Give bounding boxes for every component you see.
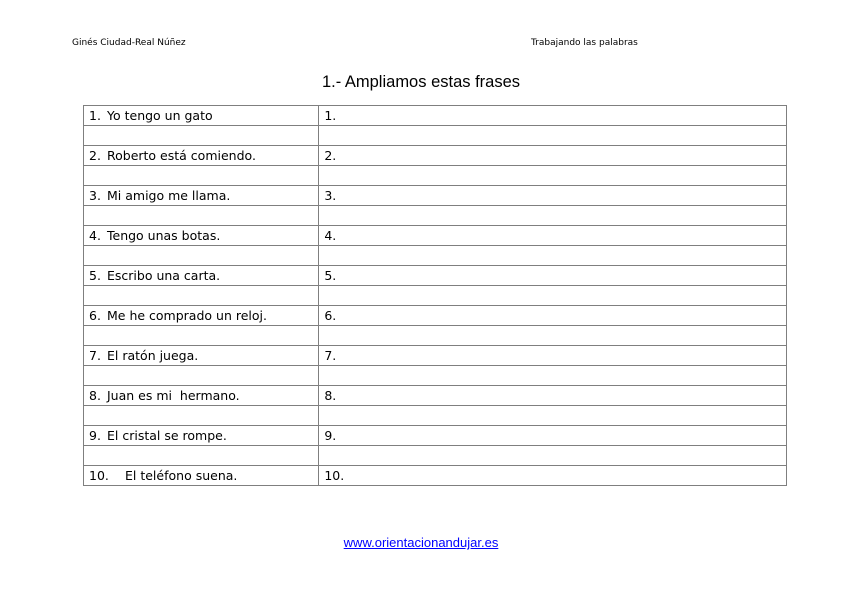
sentence-text: El teléfono suena. <box>125 468 238 483</box>
blank-answer-cell[interactable] <box>319 366 787 386</box>
blank-row <box>84 406 787 426</box>
author-name: Ginés Ciudad-Real Núñez <box>72 38 186 48</box>
sentence-cell <box>84 266 319 286</box>
table-row <box>84 466 787 486</box>
page-title: 1.- Ampliamos estas frases <box>321 73 521 91</box>
blank-cell <box>84 366 319 386</box>
sentence-number: 4. <box>89 228 101 243</box>
blank-row <box>84 166 787 186</box>
answer-cell[interactable] <box>319 226 787 246</box>
table-row <box>84 106 787 126</box>
sentence-cell <box>84 186 319 206</box>
table-row <box>84 266 787 286</box>
sentence-text: El cristal se rompe. <box>107 428 227 443</box>
answer-number: 4. <box>324 228 337 243</box>
sentence-text: El ratón juega. <box>107 348 199 363</box>
footer <box>0 535 842 550</box>
website-link[interactable]: www.orientacionandujar.es <box>343 535 499 550</box>
answer-cell[interactable] <box>319 426 787 446</box>
blank-cell <box>84 446 319 466</box>
answer-number: 8. <box>324 388 337 403</box>
table-row <box>84 186 787 206</box>
answer-number: 5. <box>324 268 337 283</box>
blank-answer-cell[interactable] <box>319 206 787 226</box>
blank-cell <box>84 406 319 426</box>
table-row <box>84 426 787 446</box>
blank-row <box>84 366 787 386</box>
sentence-number: 10. <box>89 468 109 483</box>
sentence-cell <box>84 386 319 406</box>
sentence-cell <box>84 426 319 446</box>
answer-number: 2. <box>324 148 337 163</box>
blank-cell <box>84 166 319 186</box>
sentence-cell <box>84 106 319 126</box>
sentence-number: 6. <box>89 308 101 323</box>
table-row <box>84 146 787 166</box>
sentence-text: Me he comprado un reloj. <box>107 308 267 323</box>
answer-number: 10. <box>324 468 345 483</box>
sentence-number: 2. <box>89 148 101 163</box>
answer-cell[interactable] <box>319 146 787 166</box>
answer-number: 3. <box>324 188 337 203</box>
answer-number: 6. <box>324 308 337 323</box>
sentence-cell <box>84 466 319 486</box>
blank-cell <box>84 206 319 226</box>
blank-answer-cell[interactable] <box>319 246 787 266</box>
answer-number: 1. <box>324 108 337 123</box>
answer-cell[interactable] <box>319 466 787 486</box>
table-row <box>84 386 787 406</box>
blank-row <box>84 286 787 306</box>
sentence-cell <box>84 146 319 166</box>
sentence-number: 9. <box>89 428 101 443</box>
blank-cell <box>84 286 319 306</box>
answer-cell[interactable] <box>319 186 787 206</box>
exercise-table <box>83 105 787 486</box>
blank-cell <box>84 326 319 346</box>
blank-answer-cell[interactable] <box>319 446 787 466</box>
sentence-cell <box>84 306 319 326</box>
table-row <box>84 226 787 246</box>
table-row <box>84 346 787 366</box>
sentence-text: Yo tengo un gato <box>107 108 213 123</box>
blank-answer-cell[interactable] <box>319 326 787 346</box>
answer-cell[interactable] <box>319 386 787 406</box>
sentence-number: 1. <box>89 108 101 123</box>
sentence-text: Escribo una carta. <box>107 268 221 283</box>
table-row <box>84 306 787 326</box>
blank-cell <box>84 126 319 146</box>
answer-number: 9. <box>324 428 337 443</box>
blank-row <box>84 126 787 146</box>
blank-answer-cell[interactable] <box>319 166 787 186</box>
blank-row <box>84 206 787 226</box>
sentence-cell <box>84 346 319 366</box>
sentence-number: 3. <box>89 188 101 203</box>
blank-answer-cell[interactable] <box>319 406 787 426</box>
blank-row <box>84 446 787 466</box>
blank-answer-cell[interactable] <box>319 286 787 306</box>
blank-answer-cell[interactable] <box>319 126 787 146</box>
sentence-text: Tengo unas botas. <box>107 228 221 243</box>
sentence-text: Mi amigo me llama. <box>107 188 231 203</box>
sentence-number: 5. <box>89 268 101 283</box>
answer-cell[interactable] <box>319 346 787 366</box>
sentence-cell <box>84 226 319 246</box>
sentence-number: 8. <box>89 388 101 403</box>
blank-row <box>84 246 787 266</box>
sentence-text: Juan es mi hermano. <box>107 388 240 403</box>
answer-cell[interactable] <box>319 266 787 286</box>
answer-cell[interactable] <box>319 106 787 126</box>
sentence-number: 7. <box>89 348 101 363</box>
answer-cell[interactable] <box>319 306 787 326</box>
answer-number: 7. <box>324 348 337 363</box>
sentence-text: Roberto está comiendo. <box>107 148 256 163</box>
blank-cell <box>84 246 319 266</box>
blank-row <box>84 326 787 346</box>
document-subject: Trabajando las palabras <box>531 38 638 48</box>
